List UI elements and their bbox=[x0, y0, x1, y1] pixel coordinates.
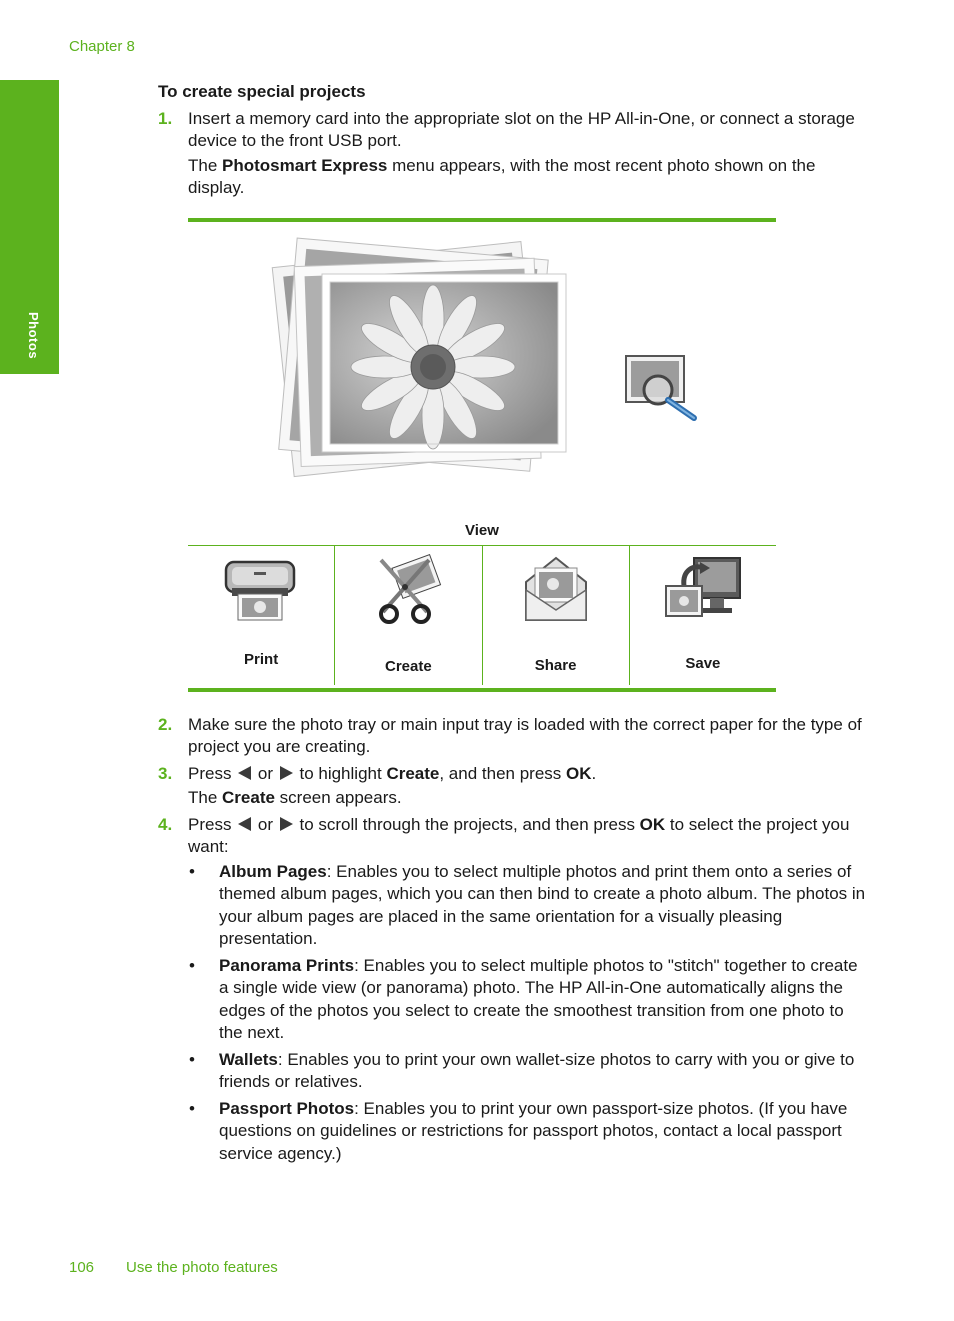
step-2 bbox=[158, 714, 870, 759]
step-3-result bbox=[158, 787, 870, 810]
step-text: Insert a memory card into the appropriate slot on the HP All-in-One, or connect a storage device to the front USB port. bbox=[188, 108, 855, 150]
print-label: Print bbox=[244, 650, 279, 668]
option-title: Album Pages bbox=[219, 861, 327, 881]
chapter-label: Chapter 8 bbox=[69, 38, 135, 55]
option-text: : Enables you to print your own passport-size photos. (If you have questions on guidelines or restrictions for passport photos, contact a local passport service agency.) bbox=[219, 1098, 848, 1163]
list-item bbox=[188, 955, 870, 1045]
step-text: Press bbox=[188, 763, 237, 783]
list-item bbox=[188, 1049, 870, 1094]
step-text: Press bbox=[188, 814, 237, 834]
result-text: The bbox=[188, 155, 223, 175]
step-1 bbox=[158, 108, 870, 153]
menu-option-create[interactable] bbox=[334, 546, 481, 685]
menu-option-save[interactable] bbox=[629, 546, 776, 685]
ok-term: OK bbox=[566, 763, 592, 783]
option-title: Wallets bbox=[219, 1049, 278, 1069]
ok-term: OK bbox=[639, 814, 666, 834]
step-text: to highlight bbox=[294, 763, 387, 783]
option-title: Passport Photos bbox=[219, 1098, 355, 1118]
page-footer bbox=[69, 1257, 278, 1280]
option-text: : Enables you to select multiple photos to "stitch" together to create a single wide view (or panorama) photo. The HP All-in-One automatically aligns the edges of the photos you select to create the smoothest transition from one photo to the next. bbox=[219, 955, 858, 1042]
main-content bbox=[158, 81, 870, 1169]
view-label: View bbox=[465, 521, 499, 539]
step-number: 4. bbox=[158, 814, 173, 834]
step-text: . bbox=[591, 763, 597, 783]
option-title: Panorama Prints bbox=[219, 955, 355, 975]
option-text: : Enables you to select multiple photos and print them onto a series of themed album pages, which you can then bind to create a photo album. The photos in your album pages are placed in the same orientation for a visually pleasing presentation. bbox=[219, 861, 866, 948]
scissors-icon bbox=[369, 554, 449, 626]
result-text: The bbox=[188, 788, 223, 807]
envelope-icon bbox=[521, 554, 591, 624]
left-arrow-icon bbox=[238, 817, 251, 831]
menu-icon-row bbox=[188, 545, 776, 685]
section-heading: To create special projects bbox=[158, 82, 366, 101]
result-text: menu appears, with the most recent photo shown on the display. bbox=[188, 155, 816, 197]
create-label: Create bbox=[385, 657, 432, 675]
screen-name: Create bbox=[222, 788, 275, 807]
step-text: to scroll through the projects, and then press bbox=[294, 814, 640, 834]
share-label: Share bbox=[534, 656, 577, 674]
step-number: 3. bbox=[158, 763, 173, 783]
list-item bbox=[188, 1098, 870, 1166]
result-text: screen appears. bbox=[274, 788, 402, 807]
step-number: 1. bbox=[158, 108, 173, 128]
step-text: Make sure the photo tray or main input tray is loaded with the correct paper for the type of project you are creating. bbox=[188, 714, 862, 756]
step-number: 2. bbox=[158, 714, 173, 734]
step-text: or bbox=[253, 814, 278, 834]
footer-section-title: Use the photo features bbox=[126, 1259, 278, 1276]
side-tab-label: Photos bbox=[26, 312, 41, 360]
list-item bbox=[188, 861, 870, 951]
side-tab-text-wrap bbox=[0, 80, 59, 374]
menu-option-print[interactable] bbox=[188, 546, 334, 685]
photo-stack-illustration bbox=[188, 222, 776, 512]
option-text: : Enables you to print your own wallet-size photos to carry with you or give to friends or relatives. bbox=[219, 1049, 855, 1091]
step-3 bbox=[158, 763, 870, 786]
right-arrow-icon bbox=[280, 817, 293, 831]
right-arrow-icon bbox=[280, 766, 293, 780]
photosmart-express-screen bbox=[188, 218, 776, 692]
computer-icon bbox=[664, 556, 744, 622]
menu-name: Photosmart Express bbox=[222, 155, 388, 175]
step-4 bbox=[158, 814, 870, 859]
menu-option-share[interactable] bbox=[482, 546, 629, 685]
view-magnifier-icon bbox=[626, 356, 694, 418]
page-number: 106 bbox=[69, 1259, 95, 1276]
project-options-list bbox=[188, 861, 870, 1166]
step-1-result bbox=[158, 155, 870, 200]
step-text: to select the project you want: bbox=[188, 814, 850, 856]
save-label: Save bbox=[685, 654, 721, 672]
left-arrow-icon bbox=[238, 766, 251, 780]
step-text: , and then press bbox=[439, 763, 566, 783]
step-text: or bbox=[253, 763, 278, 783]
create-term: Create bbox=[386, 763, 440, 783]
printer-icon bbox=[220, 558, 300, 622]
